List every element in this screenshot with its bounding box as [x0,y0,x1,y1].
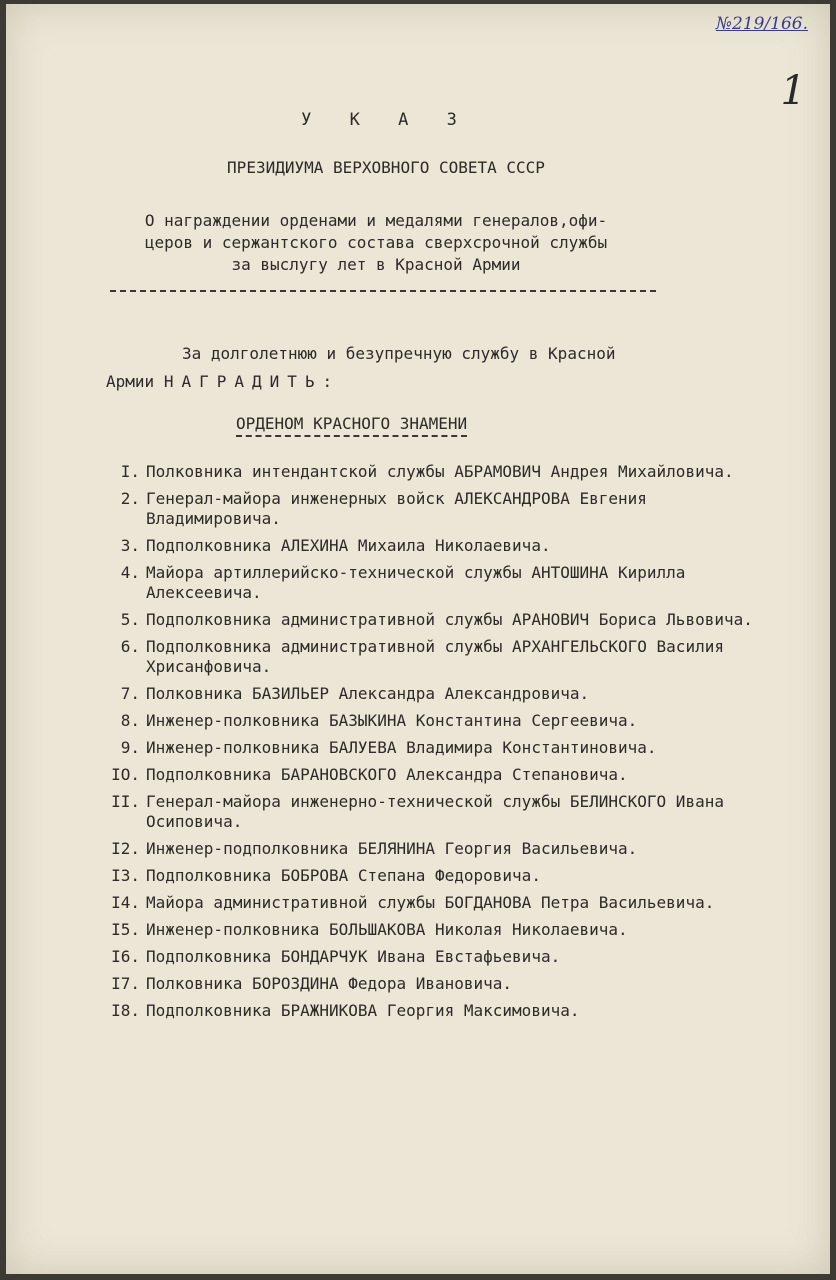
decree-issuer: ПРЕЗИДИУМА ВЕРХОВНОГО СОВЕТА СССР [227,158,545,177]
list-item [100,920,800,940]
item-text: Полковника интендантской службы АБРАМОВИЧ Андрея Михайловича. [146,462,734,481]
list-item [100,765,800,785]
item-text: Подполковника БОНДАРЧУК Ивана Евстафьевича. [146,947,561,966]
list-item [100,711,800,731]
list-item [100,974,800,994]
list-item [100,536,800,556]
list-item [100,462,800,482]
item-number: I. [120,462,140,481]
item-number: II. [111,792,140,811]
list-item [100,839,800,859]
subject-line: церов и сержантского состава сверхсрочной службы [144,233,608,252]
sheet-number: 1 [780,68,806,114]
item-number: I4. [111,893,140,912]
item-number: 3. [120,536,140,555]
item-number: I3. [111,866,140,885]
item-number: 9. [120,738,140,757]
list-item [100,610,800,630]
list-item [100,866,800,886]
document-page [6,4,830,1274]
item-number: 5. [120,610,140,629]
intro-paragraph [106,340,746,396]
order-title: ОРДЕНОМ КРАСНОГО ЗНАМЕНИ [236,414,467,437]
item-number: 2. [120,489,140,508]
intro-prefix: Армии [106,372,155,391]
item-number: I7. [111,974,140,993]
item-text: Полковника БОРОЗДИНА Федора Ивановича. [146,974,513,993]
item-number: IO. [111,765,140,784]
item-number: I8. [111,1001,140,1020]
list-item [100,684,800,704]
archive-number: №219/166. [715,14,808,34]
item-text: Инженер-полковника БОЛЬШАКОВА Николая Николаевича. [146,920,628,939]
item-text: Подполковника административной службы АРХАНГЕЛЬСКОГО Василия Хрисанфовича. [146,637,724,676]
list-item [100,792,800,832]
item-text: Майора административной службы БОГДАНОВА Петра Васильевича. [146,893,715,912]
list-item [100,893,800,913]
list-item [100,563,800,603]
intro-line: За долголетнюю и безупречную службу в Красной [182,344,616,363]
item-text: Подполковника БАРАНОВСКОГО Александра Степановича. [146,765,628,784]
item-text: Полковника БАЗИЛЬЕР Александра Александровича. [146,684,590,703]
item-text: Подполковника БРАЖНИКОВА Георгия Максимовича. [146,1001,580,1020]
decree-title: У К А З [301,110,471,130]
item-text: Инженер-полковника БАЛУЕВА Владимира Константиновича. [146,738,657,757]
item-number: 8. [120,711,140,730]
item-number: 7. [120,684,140,703]
list-item [100,1001,800,1021]
item-text: Подполковника АЛЕХИНА Михаила Николаевича. [146,536,551,555]
item-text: Инженер-подполковника БЕЛЯНИНА Георгия Васильевича. [146,839,638,858]
item-number: I6. [111,947,140,966]
subject-line: О награждении орденами и медалями генералов,офи- [144,211,608,230]
item-text: Подполковника административной службы АРАНОВИЧ Бориса Львовича. [146,610,753,629]
list-item [100,637,800,677]
subject-line: за выслугу лет в Красной Армии [231,255,521,274]
item-number: 4. [120,563,140,582]
item-number: 6. [120,637,140,656]
separator-line [110,290,656,292]
item-text: Генерал-майора инженерных войск АЛЕКСАНДРОВА Евгения Владимировича. [146,489,647,528]
list-item [100,947,800,967]
awardee-list [100,462,800,1028]
item-text: Подполковника БОБРОВА Степана Федоровича. [146,866,541,885]
item-text: Инженер-полковника БАЗЫКИНА Константина Сергеевича. [146,711,638,730]
list-item [100,489,800,529]
intro-action: НАГРАДИТЬ: [163,372,341,391]
item-number: I5. [111,920,140,939]
list-item [100,738,800,758]
decree-subject [46,210,706,276]
item-number: I2. [111,839,140,858]
item-text: Генерал-майора инженерно-технической службы БЕЛИНСКОГО Ивана Осиповича. [146,792,724,831]
item-text: Майора артиллерийско-технической службы АНТОШИНА Кирилла Алексеевича. [146,563,686,602]
